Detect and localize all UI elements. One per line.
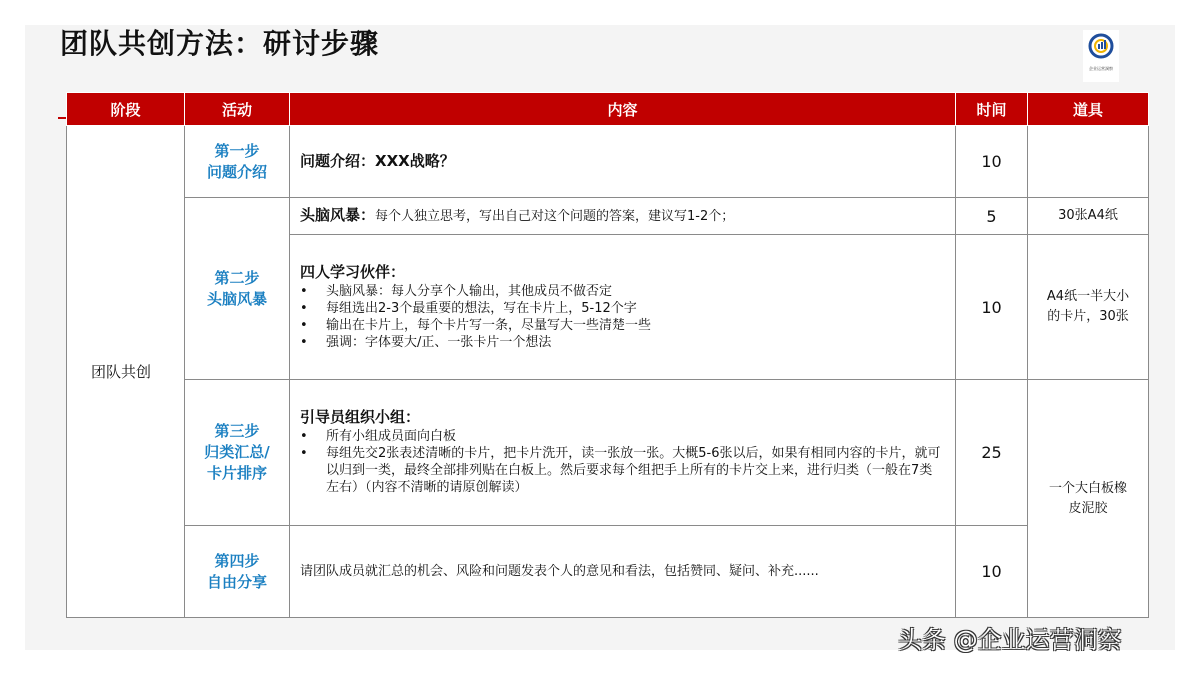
brainstorm-head: 头脑风暴：: [300, 206, 376, 224]
facilitator-content: [290, 380, 956, 526]
learning-partner-head: 四人学习伙伴：: [300, 262, 406, 281]
tools-line: 皮泥胶: [1068, 500, 1108, 516]
logo: [1083, 30, 1119, 82]
step-4-content: [290, 526, 956, 618]
header-content: 内容: [290, 93, 956, 126]
brainstorm-body: 每个人独立思考，写出自己对这个问题的答案，建议写1-2个；: [375, 209, 735, 224]
facilitator-list: [300, 428, 943, 496]
list-item: • 每组先交2张表述清晰的卡片，把卡片洗开，读一张放一张。大概5-6张以后，如果有相同内容的卡片，就可以归到一类，最终全部排列贴在白板上。然后要求每个组把手上所有的卡片交上来，进行归类（一般在7类左右）（内容不清晰的请原创解读）: [300, 445, 943, 496]
brainstorm-time: 5: [956, 198, 1028, 235]
list-item: • 所有小组成员面向白板: [300, 428, 943, 445]
list-item: • 头脑风暴：每人分享个人输出，其他成员不做否定: [300, 283, 943, 300]
stage-cell: 团队共创: [67, 126, 185, 618]
learning-partner-content: [290, 235, 956, 380]
table-header-row: [67, 93, 1149, 126]
list-item: • 强调：字体要大/正、一张卡片一个想法: [300, 334, 943, 351]
table-row: [67, 126, 1149, 198]
table-row: [67, 198, 1149, 235]
step-3-name-2: 卡片排序: [206, 464, 267, 482]
learning-partner-list: [300, 283, 943, 351]
header-tools: 道具: [1028, 93, 1149, 126]
tools-line: 的卡片，30张: [1047, 309, 1129, 324]
step-2-name: 头脑风暴: [206, 289, 267, 308]
facilitator-head: 引导员组织小组：: [300, 408, 421, 426]
step-1-content-text: 问题介绍：XXX战略？: [300, 151, 455, 170]
table-row: [67, 380, 1149, 526]
list-item: • 每组选出2-3个最重要的想法，写在卡片上，5-12个字: [300, 300, 943, 317]
logo-text: 企业运营洞察: [1089, 66, 1113, 71]
step-3-number: 第三步: [214, 422, 260, 440]
learning-partner-tools: [1028, 235, 1149, 380]
company-logo-icon: [1083, 30, 1119, 66]
step-3-cell: [185, 380, 290, 526]
step-3-name: 归类汇总/: [204, 443, 270, 461]
step-1-name: 问题介绍: [206, 162, 267, 181]
facilitator-tools: [1028, 380, 1149, 618]
brainstorm-tools: 30张A4纸: [1028, 198, 1149, 235]
tools-line: 一个大白板橡: [1048, 480, 1127, 496]
watermark: 头条 @企业运营洞察: [898, 626, 1122, 654]
step-1-content: [290, 126, 956, 198]
step-4-time: 10: [956, 526, 1028, 618]
table-row: [67, 526, 1149, 618]
list-item: • 输出在卡片上，每个卡片写一条，尽量写大一些清楚一些: [300, 317, 943, 334]
header-time: 时间: [956, 93, 1028, 126]
page-title: 团队共创方法：研讨步骤: [60, 27, 380, 60]
step-4-content-text: 请团队成员就汇总的机会、风险和问题发表个人的意见和看法，包括赞同、疑问、补充......: [300, 564, 819, 579]
step-4-cell: [185, 526, 290, 618]
step-2-cell: [185, 198, 290, 380]
step-2-number: 第二步: [214, 268, 260, 287]
step-1-number: 第一步: [214, 141, 260, 160]
header-stage: 阶段: [67, 93, 185, 126]
steps-table: [66, 92, 1149, 618]
facilitator-time: 25: [956, 380, 1028, 526]
step-4-number: 第四步: [214, 551, 260, 570]
tools-line: A4纸一半大小: [1046, 289, 1130, 304]
step-1-cell: [185, 126, 290, 198]
learning-partner-time: 10: [956, 235, 1028, 380]
brainstorm-content: [290, 198, 956, 235]
step-1-time: 10: [956, 126, 1028, 198]
header-activity: 活动: [185, 93, 290, 126]
step-4-name: 自由分享: [206, 572, 267, 591]
step-1-tools: [1028, 126, 1149, 198]
red-accent-mark: [58, 117, 66, 119]
